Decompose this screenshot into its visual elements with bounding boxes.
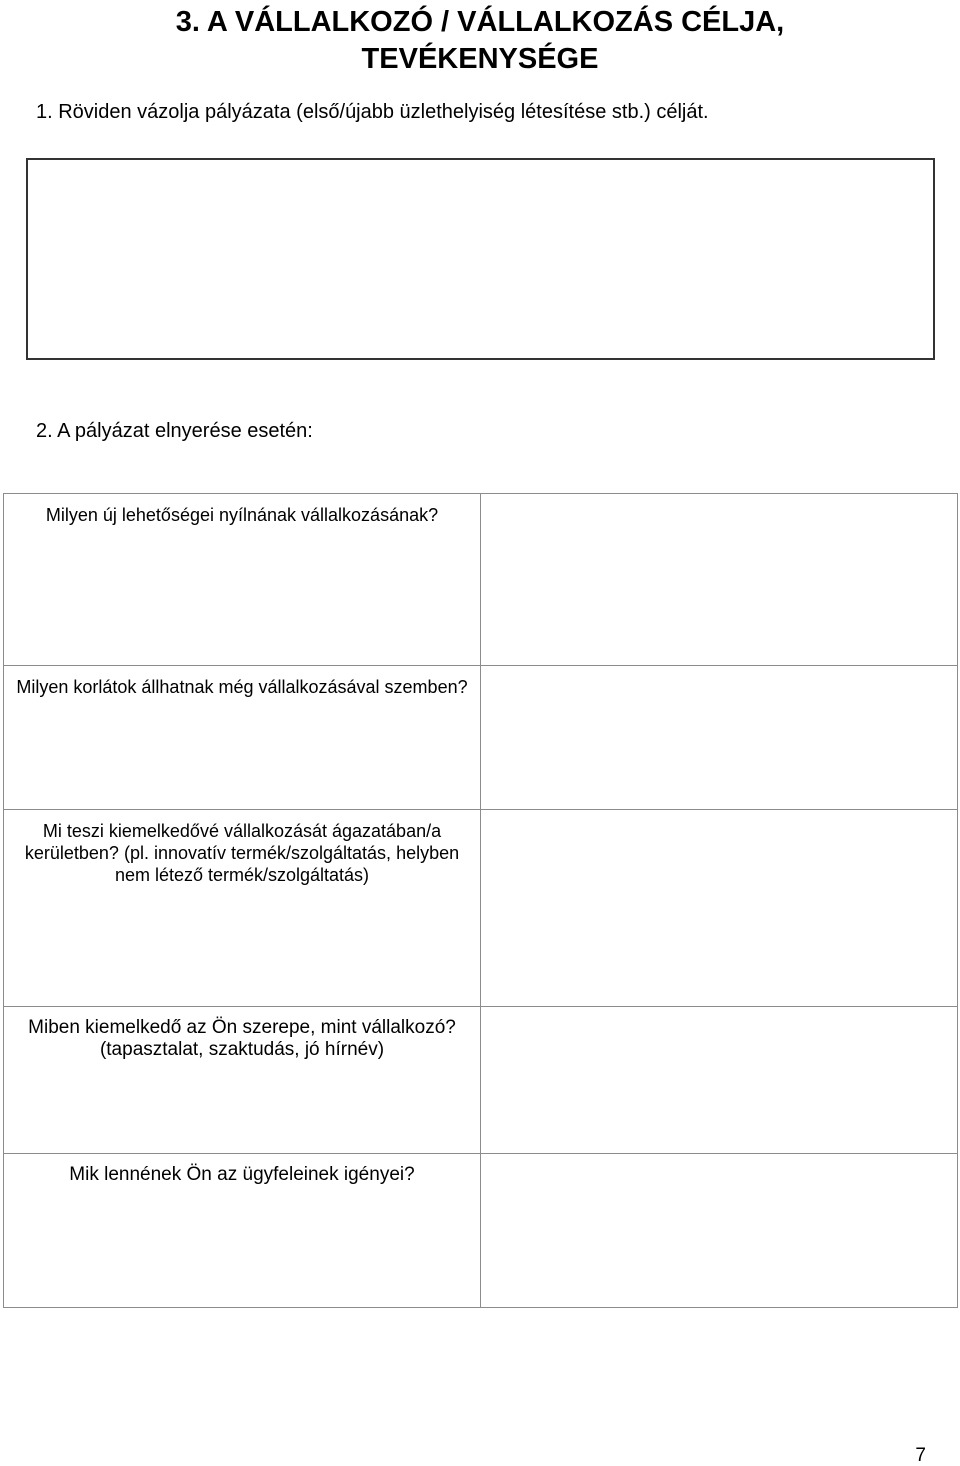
table-row (4, 1154, 958, 1308)
answer-cell-distinctiveness[interactable] (481, 810, 958, 1007)
section-title-line-1: 3. A VÁLLALKOZÓ / VÁLLALKOZÁS CÉLJA, (175, 6, 785, 38)
table-row (4, 810, 958, 1007)
question-2: 2. A pályázat elnyerése esetén: (36, 420, 313, 442)
answer-box-question-1[interactable] (26, 158, 935, 360)
table-row (4, 494, 958, 666)
table-row (4, 1007, 958, 1154)
page-number: 7 (915, 1445, 926, 1466)
question-label-entrepreneur-role: Miben kiemelkedő az Ön szerepe, mint vállalkozó? (tapasztalat, szaktudás, jó hírnév) (4, 1007, 481, 1154)
question-label-new-opportunities: Milyen új lehetőségei nyílnának vállalkozásának? (4, 494, 481, 666)
question-1: 1. Röviden vázolja pályázata (első/újabb üzlethelyiség létesítése stb.) célját. (36, 101, 709, 123)
section-title-line-2: TEVÉKENYSÉGE (361, 43, 599, 75)
answer-cell-customer-needs[interactable] (481, 1154, 958, 1308)
answer-cell-limitations[interactable] (481, 666, 958, 810)
table-row (4, 666, 958, 810)
question-label-distinctiveness: Mi teszi kiemelkedővé vállalkozását ágazatában/a kerületben? (pl. innovatív termék/szolgáltatás, helyben nem létező termék/szolgáltatás) (4, 810, 481, 1007)
section-title (0, 4, 960, 78)
question-label-customer-needs: Mik lennének Ön az ügyfeleinek igényei? (4, 1154, 481, 1308)
question-label-limitations: Milyen korlátok állhatnak még vállalkozásával szemben? (4, 666, 481, 810)
answer-cell-entrepreneur-role[interactable] (481, 1007, 958, 1154)
answer-cell-new-opportunities[interactable] (481, 494, 958, 666)
question-2-answer-table (3, 493, 958, 1308)
